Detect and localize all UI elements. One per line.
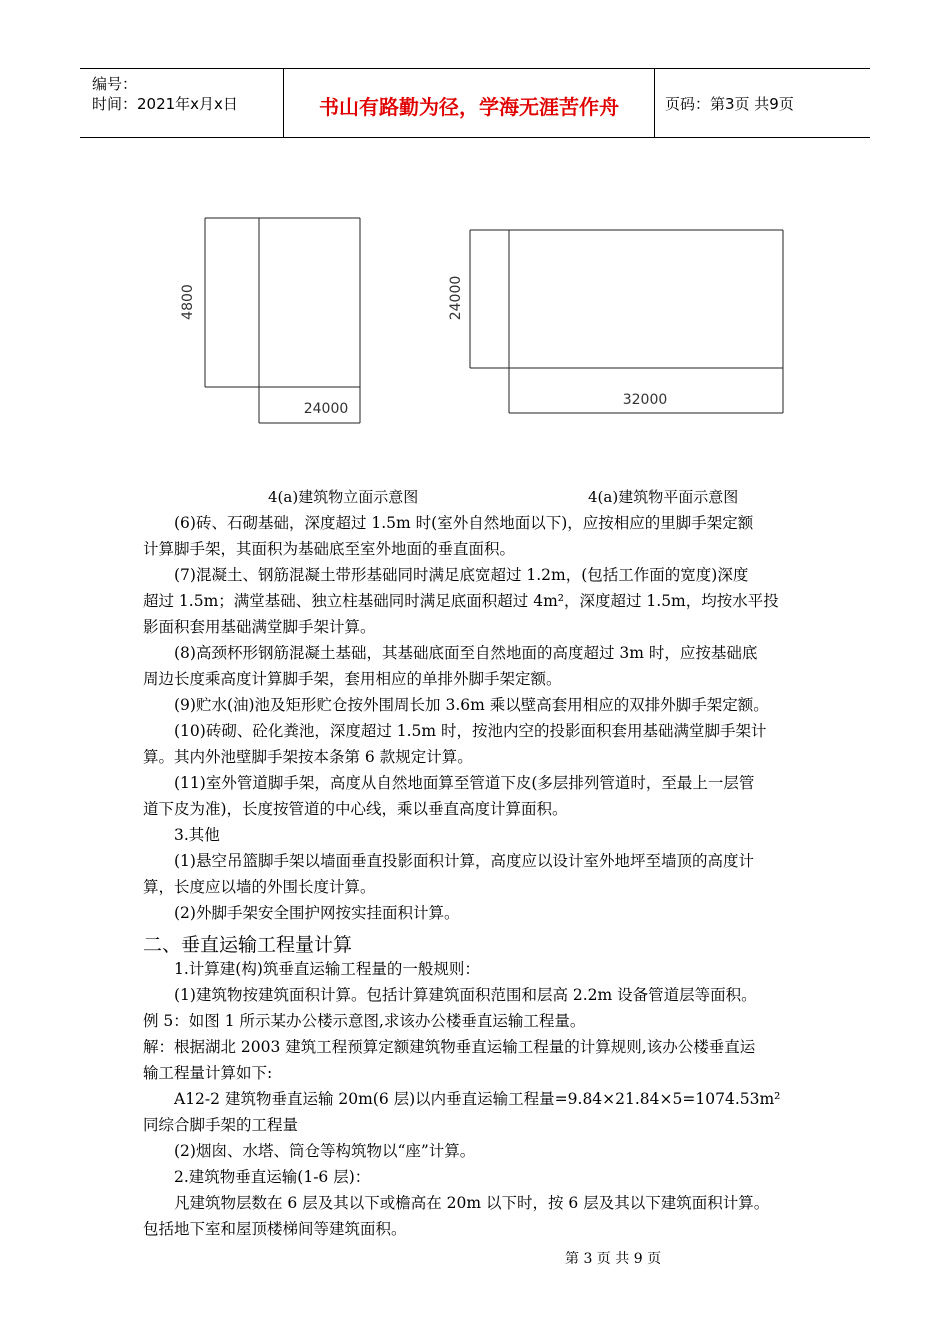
paragraph-line: (7)混凝土、钢筋混凝土带形基础同时满足底宽超过 1.2m，(包括工作面的宽度)深度 xyxy=(174,566,749,584)
paragraph-line: 解：根据湖北 2003 建筑工程预算定额建筑物垂直运输工程量的计算规则,该办公楼垂直运 xyxy=(143,1038,756,1056)
paragraph-line: 凡建筑物层数在 6 层及其以下或檐高在 20m 以下时，按 6 层及其以下建筑面积计算。 xyxy=(174,1194,770,1212)
paragraph-line: 道下皮为准)，长度按管道的中心线，乘以垂直高度计算面积。 xyxy=(143,800,568,818)
paragraph-line: (8)高颈杯形钢筋混凝土基础，其基础底面至自然地面的高度超过 3m 时，应按基础底 xyxy=(174,644,758,662)
section-title: 二、垂直运输工程量计算 xyxy=(143,934,353,956)
plan-height-dim: 24000 xyxy=(448,275,464,321)
paragraph-line: 2.建筑物垂直运输(1-6 层)： xyxy=(174,1168,371,1186)
elevation-caption: 4(a)建筑物立面示意图 xyxy=(268,488,419,506)
paragraph-line: (1)建筑物按建筑面积计算。包括计算建筑面积范围和层高 2.2m 设备管道层等面积。 xyxy=(174,986,757,1004)
number-label: 编号： xyxy=(92,75,138,93)
paragraph-line: 输工程量计算如下: xyxy=(143,1064,273,1082)
paragraph-line: (10)砖砌、砼化粪池，深度超过 1.5m 时，按池内空的投影面积套用基础满堂脚手架计 xyxy=(174,722,767,740)
paragraph-line: 计算脚手架，其面积为基础底至室外地面的垂直面积。 xyxy=(143,540,516,558)
paragraph-line: 包括地下室和屋顶楼梯间等建筑面积。 xyxy=(143,1220,407,1238)
elevation-width-dim: 24000 xyxy=(303,401,349,417)
body-block-2 xyxy=(143,956,808,1242)
paragraph-line: 影面积套用基础满堂脚手架计算。 xyxy=(143,618,376,636)
paragraph-line: (11)室外管道脚手架，高度从自然地面算至管道下皮(多层排列管道时，至最上一层管 xyxy=(174,774,755,792)
plan-width-dim: 32000 xyxy=(622,392,668,408)
paragraph-line: 算。其内外池壁脚手架按本条第 6 款规定计算。 xyxy=(143,748,473,766)
paragraph-line: 同综合脚手架的工程量 xyxy=(143,1116,299,1134)
header-page-cell xyxy=(655,69,870,137)
page-header xyxy=(80,68,870,138)
elevation-height-dim: 4800 xyxy=(180,284,196,320)
paragraph-line: (6)砖、石砌基础，深度超过 1.5m 时(室外自然地面以下)，应按相应的里脚手架定额 xyxy=(174,514,754,532)
paragraph-line: 周边长度乘高度计算脚手架，套用相应的单排外脚手架定额。 xyxy=(143,670,562,688)
header-left-cell xyxy=(80,69,284,137)
paragraph-line: 1.计算建(构)筑垂直运输工程量的一般规则： xyxy=(174,960,480,978)
paragraph-line: (1)悬空吊篮脚手架以墙面垂直投影面积计算，高度应以设计室外地坪至墙顶的高度计 xyxy=(174,852,754,870)
page-label: 页码：第3页 共9页 xyxy=(665,95,794,113)
page-footer: 第 3 页 共 9 页 xyxy=(565,1251,662,1267)
motto: 书山有路勤为径，学海无涯苦作舟 xyxy=(319,95,619,119)
paragraph-line: (2)烟囱、水塔、筒仓等构筑物以“座”计算。 xyxy=(174,1142,476,1160)
plan-caption: 4(a)建筑物平面示意图 xyxy=(588,488,739,506)
body-block-1 xyxy=(143,510,808,926)
paragraph-line: (9)贮水(油)池及矩形贮仓按外围周长加 3.6m 乘以壁高套用相应的双排外脚手架定额。 xyxy=(174,696,769,714)
paragraph-line: 算，长度应以墙的外围长度计算。 xyxy=(143,878,376,896)
time-label: 时间：2021年x月x日 xyxy=(92,95,238,113)
elevation-diagram xyxy=(170,210,370,425)
paragraph-line: (2)外脚手架安全围护网按实挂面积计算。 xyxy=(174,904,460,922)
paragraph-line: 超过 1.5m；满堂基础、独立柱基础同时满足底面积超过 4m²，深度超过 1.5m，均按水平投 xyxy=(143,592,779,610)
paragraph-line: A12-2 建筑物垂直运输 20m(6 层)以内垂直运输工程量=9.84×21.84×5=1074.53m² xyxy=(174,1090,781,1108)
paragraph-line: 例 5：如图 1 所示某办公楼示意图,求该办公楼垂直运输工程量。 xyxy=(143,1012,586,1030)
plan-diagram xyxy=(440,220,790,420)
paragraph-line: 3.其他 xyxy=(174,826,220,844)
header-motto-cell xyxy=(284,69,655,137)
